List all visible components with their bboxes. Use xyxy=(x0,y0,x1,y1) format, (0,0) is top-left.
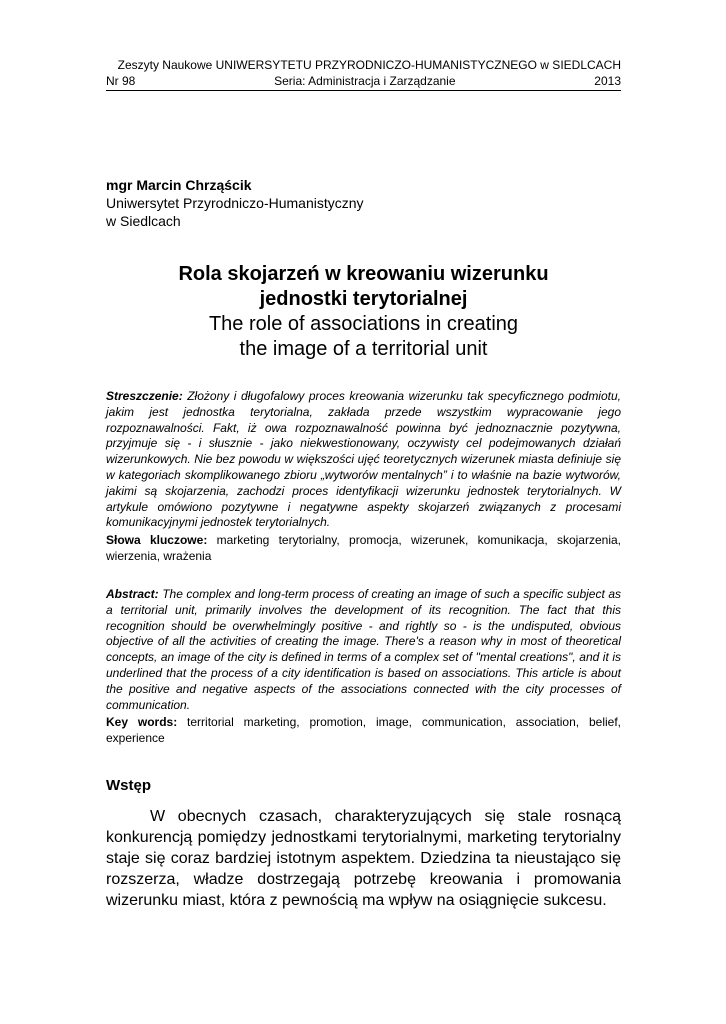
series-name: Seria: Administracja i Zarządzanie xyxy=(274,74,456,88)
key-words xyxy=(106,715,621,747)
streszczenie-text: Złożony i długofalowy proces kreowania wizerunku tak specyficznego podmiotu, jakim jest jednostka terytorialna, zakłada przede wszystkim wypracowanie jego rozpoznawalności. Fakt, iż owa rozpoznawalność powinna być jednoznacznie pozytywna, przyjmuje się - i słusznie - jako niekwestionowany, oczywisty cel podejmowanych działań wizerunkowych. Nie bez powodu w większości ujęć teoretycznych wizerunek miasta definiuje się w kategoriach skomplikowanego zbioru „wytworów mentalnych” i to właśnie na bazie wytworów, jakimi są skojarzenia, zachodzi proces identyfikacji wizerunku jednostek terytorialnych. W artykule omówiono pozytywne i negatywne aspekty skojarzeń związanych z procesami komunikacyjnymi jednostek terytorialnych. xyxy=(106,389,621,530)
author-name: mgr Marcin Chrząścik xyxy=(106,177,252,193)
slowa-kluczowe-text: marketing terytorialny, promocja, wizerunek, komunikacja, skojarzenia, wierzenia, wrażenia xyxy=(106,533,622,563)
abstract-label: Abstract: xyxy=(106,587,159,601)
abstract xyxy=(106,587,621,713)
body-paragraph: W obecnych czasach, charakteryzujących się stale rosnącą konkurencją pomiędzy jednostkami terytorialnymi, marketing terytorialny staje się coraz bardziej istotnym aspektem. Dziedzina ta nieustająco się rozszerza, władze dostrzegają potrzebę kreowania i promowania wizerunku miast, która z pewnością ma wpływ na osiągnięcie sukcesu. xyxy=(106,808,621,909)
author-affiliation-line1: Uniwersytet Przyrodniczo-Humanistyczny xyxy=(106,195,364,211)
abstract-text: The complex and long-term process of creating an image of such a specific subject as a territorial unit, primarily involves the development of its recognition. The fact that this recognition should be overwhelmingly positive - and rightly so - is the undisputed, obvious objective of all the activities of creating the image. There's a reason why in most of theoretical concepts, an image of the city is defined in terms of a complex set of "mental creations", and it is underlined that the process of a city identification is based on associations. This article is about the positive and negative aspects of the associations connected with the city processes of communication. xyxy=(106,587,621,712)
title-block xyxy=(106,262,621,362)
author-affiliation-line2: w Siedlcach xyxy=(106,213,181,229)
streszczenie xyxy=(106,389,621,531)
key-words-label: Key words: xyxy=(106,715,178,729)
title-english-line1: The role of associations in creating xyxy=(208,313,519,335)
journal-title: Zeszyty Naukowe UNIWERSYTETU PRZYRODNICZO-HUMANISTYCZNEGO w SIEDLCACH xyxy=(117,58,621,72)
publication-year: 2013 xyxy=(594,74,621,88)
header-rule xyxy=(106,90,621,91)
key-words-text: territorial marketing, promotion, image, communication, association, belief, experience xyxy=(106,715,621,745)
issue-number: Nr 98 xyxy=(106,74,136,88)
title-polish-line1: Rola skojarzeń w kreowaniu wizerunku xyxy=(178,263,549,285)
streszczenie-label: Streszczenie: xyxy=(106,389,183,403)
title-english-line2: the image of a territorial unit xyxy=(239,338,488,360)
running-header xyxy=(106,57,621,91)
header-row xyxy=(106,73,621,89)
author-block xyxy=(106,176,364,230)
section-heading: Wstęp xyxy=(106,777,151,794)
title-polish-line2: jednostki terytorialnej xyxy=(259,288,468,310)
slowa-kluczowe-label: Słowa kluczowe: xyxy=(106,533,208,547)
slowa-kluczowe xyxy=(106,533,621,565)
